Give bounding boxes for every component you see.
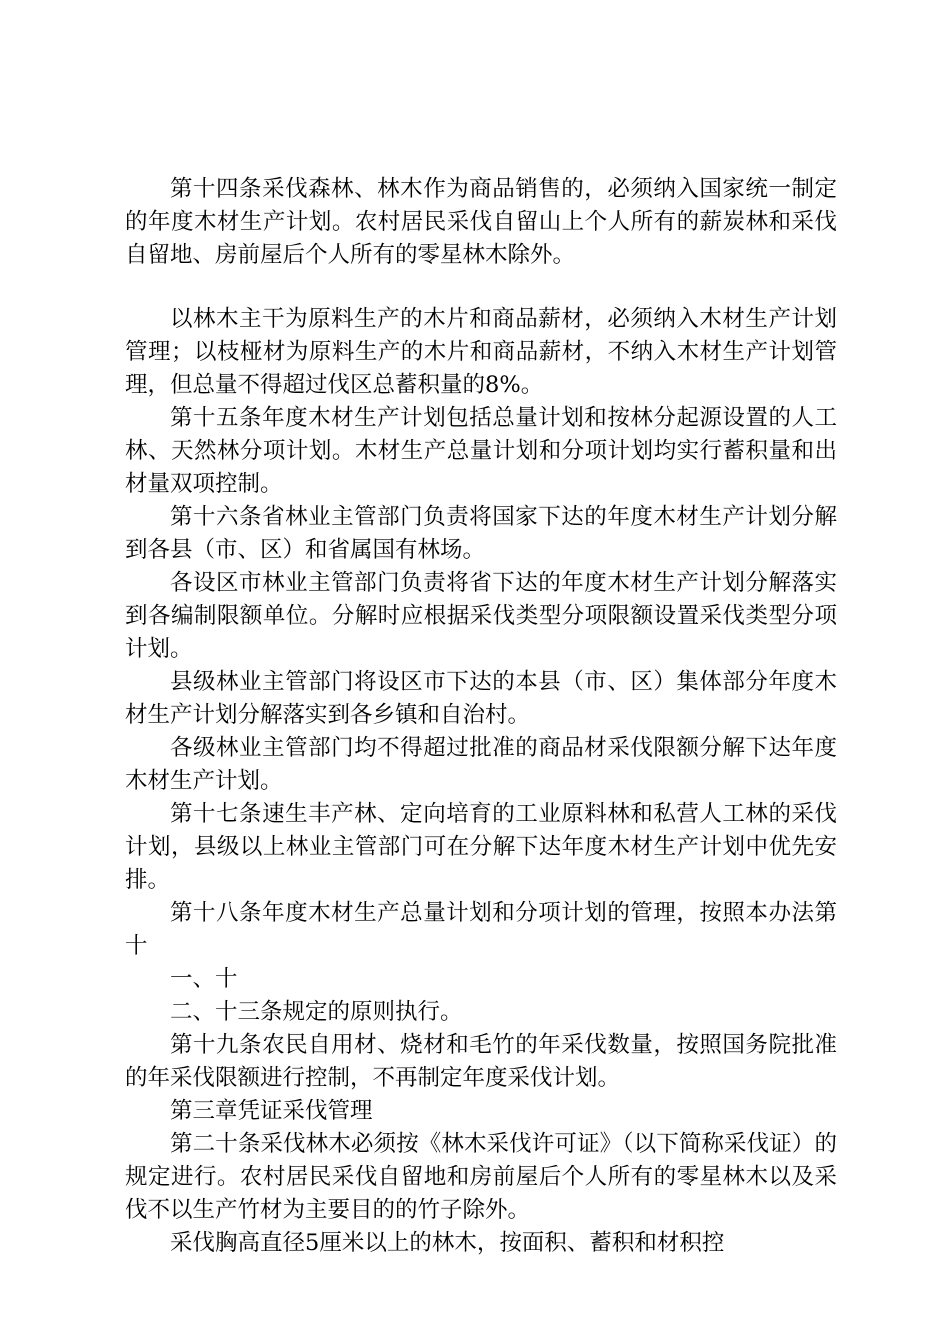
paragraph-all-levels: 各级林业主管部门均不得超过批准的商品材采伐限额分解下达年度木材生产计划。: [125, 735, 837, 794]
paragraph-article-14: 第十四条采伐森林、林木作为商品销售的，必须纳入国家统一制定的年度木材生产计划。农村居民采伐自留山上个人所有的薪炭林和采伐自留地、房前屋后个人所有的零星林木除外。: [125, 176, 837, 268]
paragraph-city-departments: 各设区市林业主管部门负责将省下达的年度木材生产计划分解落实到各编制限额单位。分解时应根据采伐类型分项限额设置采伐类型分项计划。: [125, 570, 837, 662]
paragraph-article-18: 第十八条年度木材生产总量计划和分项计划的管理，按照本办法第十: [125, 900, 837, 959]
paragraph-article-20: 第二十条采伐林木必须按《林木采伐许可证》（以下简称采伐证）的规定进行。农村居民采伐自留地和房前屋后个人所有的零星林木以及采伐不以生产竹材为主要目的的竹子除外。: [125, 1131, 837, 1223]
paragraph-fragment-2: 二、十三条规定的原则执行。: [170, 999, 463, 1025]
paragraph-county-departments: 县级林业主管部门将设区市下达的本县（市、区）集体部分年度木材生产计划分解落实到各乡镇和自治村。: [125, 669, 837, 728]
paragraph-article-19: 第十九条农民自用材、烧材和毛竹的年采伐数量，按照国务院批准的年采伐限额进行控制，不再制定年度采伐计划。: [125, 1032, 837, 1091]
paragraph-fragment-1: 一、十: [170, 966, 238, 992]
paragraph-wood-chips: 以林木主干为原料生产的木片和商品薪材，必须纳入木材生产计划管理；以枝桠材为原料生产的木片和商品薪材，不纳入木材生产计划管理，但总量不得超过伐区总蓄积量的8%。: [125, 306, 837, 398]
chapter-heading: 第三章凭证采伐管理: [170, 1098, 373, 1124]
paragraph-article-15: 第十五条年度木材生产计划包括总量计划和按林分起源设置的人工林、天然林分项计划。木材生产总量计划和分项计划均实行蓄积量和出材量双项控制。: [125, 405, 837, 497]
paragraph-article-17: 第十七条速生丰产林、定向培育的工业原料林和私营人工林的采伐计划，县级以上林业主管部门可在分解下达年度木材生产计划中优先安排。: [125, 801, 837, 893]
document-body: [125, 173, 837, 1260]
paragraph-diameter-rule: 采伐胸高直径5厘米以上的林木，按面积、蓄积和材积控: [170, 1230, 725, 1256]
paragraph-article-16: 第十六条省林业主管部门负责将国家下达的年度木材生产计划分解到各县（市、区）和省属国有林场。: [125, 504, 837, 563]
